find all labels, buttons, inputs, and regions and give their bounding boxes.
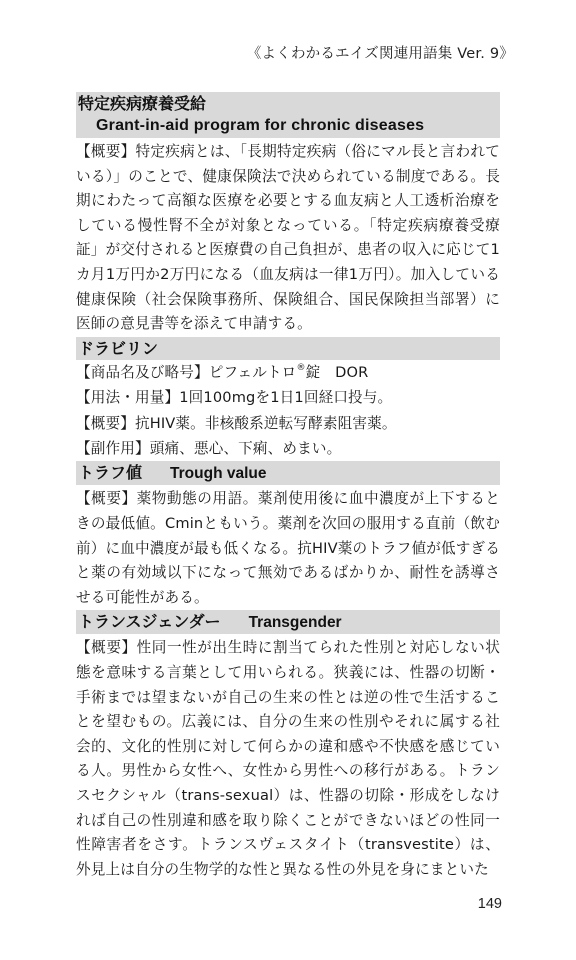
term-jp: トラフ値 — [78, 463, 143, 483]
glossary-entry-transgender — [76, 610, 500, 882]
term-heading — [76, 461, 500, 485]
page-number: 149 — [477, 896, 502, 912]
entry-paragraph-side-effects: 【副作用】頭痛、悪心、下痢、めまい。 — [76, 439, 342, 457]
term-heading — [76, 92, 500, 138]
term-jp: ドラビリン — [78, 338, 159, 358]
glossary-content — [76, 92, 500, 882]
term-jp: トランスジェンダー — [78, 612, 221, 632]
term-jp: 特定疾病療養受給 — [78, 94, 207, 113]
book-title-header: 《よくわかるエイズ関連用語集 Ver. 9》 — [246, 46, 514, 62]
glossary-entry-tokutei — [76, 92, 500, 337]
entry-paragraph-brand — [76, 361, 500, 385]
brand-suffix: 錠 DOR — [305, 363, 369, 381]
entry-paragraph-dosage: 【用法・用量】1回100mgを1日1回経口投与。 — [76, 389, 393, 407]
entry-paragraph-overview: 【概要】抗HIV薬。非核酸系逆転写酵素阻害薬。 — [76, 414, 397, 432]
glossary-entry-doravirine — [76, 337, 500, 462]
entry-paragraph: 【概要】特定疾病とは、「長期特定疾病（俗にマル長と言われている）」のことで、健康保険法で決められている制度である。長期にわたって高額な医療を必要とする血友病と人工透析治療をしている慢性腎不全が対象となっている。「特定疾病療養受療証」が交付されると医療費の自己負担が、患者の収入に応じて1カ月1万円か2万円になる（血友病は一律1万円）。加入している健康保険（社会保険事務所、保険組合、国民保険担当部署）に医師の意見書等を添えて申請する。 — [76, 143, 500, 333]
term-heading — [76, 610, 500, 634]
glossary-entry-trough — [76, 461, 500, 610]
term-en: Trough value — [170, 465, 267, 483]
term-heading — [76, 337, 500, 360]
entry-paragraph: 【概要】性同一性が出生時に割当てられた性別と対応しない状態を意味する言葉として用いられる。狭義には、性器の切断・手術までは望まないが自己の生来の性とは逆の性で生活することを望むもの。広義には、自分の生来の性別やそれに属する社会的、文化的性別に対して何らかの違和感や不快感を感じている人。男性から女性へ、女性から男性への移行がある。トランスセクシャル（trans-sexual）は、性器の切除・形成をしなければ自己の性別違和感を取り除くことができないほどの性同一性障害者をさす。トランスヴェスタイト（transvestite）は、外見上は自分の生物学的な性と異なる性の外見を身にまといた — [76, 639, 500, 878]
entry-paragraph: 【概要】薬物動態の用語。薬剤使用後に血中濃度が上下するときの最低値。Cminともいう。薬剤を次回の服用する直前（飲む前）に血中濃度が最も低くなる。抗HIV薬のトラフ値が低すぎると薬の有効域以下になって無効であるばかりか、耐性を誘導させる可能性がある。 — [76, 490, 500, 606]
registered-mark: ® — [296, 362, 306, 373]
term-en: Transgender — [248, 614, 342, 632]
brand-name: 【商品名及び略号】ピフェルトロ — [76, 363, 297, 381]
term-en: Grant-in-aid program for chronic diseases — [96, 117, 425, 134]
